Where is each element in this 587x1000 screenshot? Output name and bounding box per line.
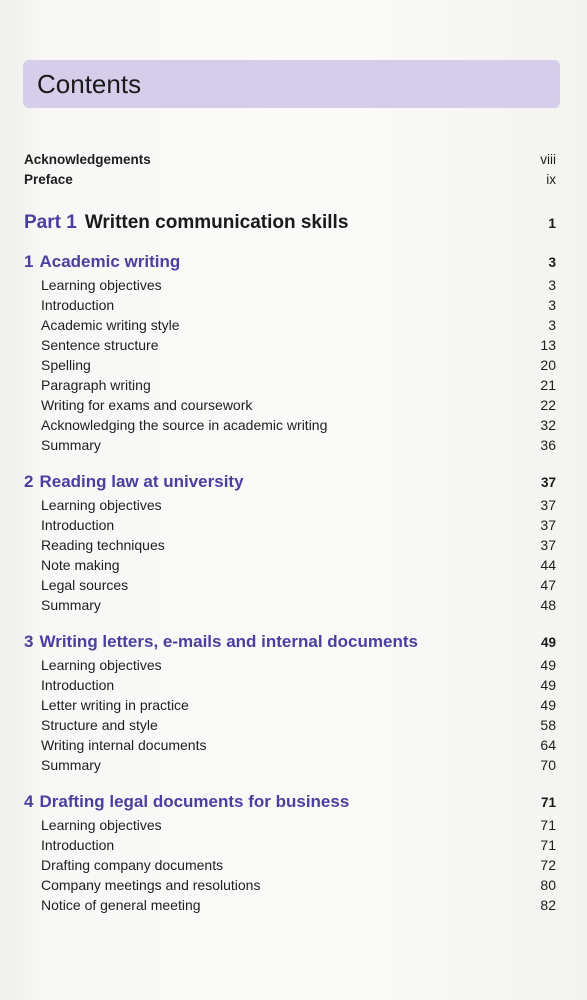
chapter-number: 2 [24, 472, 34, 491]
chapter-number: 1 [24, 252, 34, 271]
toc-entry-page: 3 [548, 277, 556, 293]
toc-entry-page: viii [540, 152, 556, 167]
toc-entry-page: 37 [540, 537, 556, 553]
toc-entry-label: Reading techniques [41, 537, 165, 553]
toc-entry [24, 715, 556, 735]
toc-entry-page: 49 [540, 657, 556, 673]
chapter-page: 71 [540, 795, 556, 810]
part-title: Written communication skills [84, 212, 349, 233]
part-heading-text [24, 208, 348, 238]
toc-entry [24, 335, 556, 355]
contents-header [23, 60, 560, 108]
toc-entry-page: 20 [540, 357, 556, 373]
toc-entry-label: Paragraph writing [41, 377, 151, 393]
toc-entry [24, 515, 556, 535]
chapter-entries [24, 495, 556, 615]
toc-entry [24, 575, 556, 595]
toc-entry-label: Preface [24, 172, 73, 187]
chapter-title: Reading law at university [39, 472, 244, 491]
toc-entry-page: 72 [540, 857, 556, 873]
chapter-heading-text [24, 469, 244, 495]
chapter-page: 37 [540, 475, 556, 490]
toc-entry-page: 3 [548, 297, 556, 313]
chapter-3 [24, 629, 556, 775]
toc-entry-page: 71 [540, 837, 556, 853]
chapter-heading-text [24, 629, 418, 655]
toc-entry-page: 13 [540, 337, 556, 353]
page-title: Contents [37, 69, 142, 99]
toc-entry-page: 36 [540, 437, 556, 453]
toc-entry [24, 535, 556, 555]
toc-entry-page: 37 [540, 517, 556, 533]
part-number: Part 1 [24, 212, 77, 233]
toc-entry-label: Summary [41, 437, 101, 453]
toc-entry-page: 80 [540, 877, 556, 893]
toc-entry-page: 49 [540, 697, 556, 713]
toc-entry-label: Learning objectives [41, 277, 162, 293]
toc-entry-page: 58 [540, 717, 556, 733]
toc-entry [24, 315, 556, 335]
toc-entry [24, 835, 556, 855]
toc-entry [24, 375, 556, 395]
toc-entry-page: 44 [540, 557, 556, 573]
toc-entry-label: Drafting company documents [41, 857, 224, 873]
toc-entry-label: Learning objectives [41, 657, 162, 673]
toc-entry [24, 895, 556, 915]
toc-entry-label: Letter writing in practice [41, 697, 189, 713]
chapter-page: 49 [540, 635, 556, 650]
toc-entry-label: Writing internal documents [41, 737, 207, 753]
front-matter-list [24, 150, 556, 190]
toc-entry-page: 70 [540, 757, 556, 773]
toc-entry [24, 415, 556, 435]
toc-entry-label: Company meetings and resolutions [41, 877, 261, 893]
chapter-number: 3 [24, 632, 34, 651]
toc-entry-page: 48 [540, 597, 556, 613]
toc-entry-label: Learning objectives [41, 817, 162, 833]
toc-entry-label: Spelling [41, 357, 91, 373]
toc-entry-label: Acknowledgements [24, 152, 151, 167]
toc-entry-label: Note making [41, 557, 120, 573]
toc-entry-label: Introduction [41, 297, 115, 313]
part-page: 1 [548, 215, 556, 231]
toc-entry-page: 37 [540, 497, 556, 513]
chapter-list [24, 249, 556, 915]
toc-entry-page: 32 [540, 417, 556, 433]
toc-entry-page: 71 [540, 817, 556, 833]
chapter-heading [24, 629, 556, 655]
toc-entry-label: Acknowledging the source in academic writing [41, 417, 328, 433]
toc-entry-label: Introduction [41, 837, 115, 853]
chapter-entries [24, 275, 556, 455]
toc-entry-label: Learning objectives [41, 497, 162, 513]
chapter-entries [24, 815, 556, 915]
toc-entry-page: 82 [540, 897, 556, 913]
toc-entry-label: Legal sources [41, 577, 129, 593]
toc-entry [24, 675, 556, 695]
toc-entry-label: Introduction [41, 517, 115, 533]
chapter-title: Writing letters, e-mails and internal documents [39, 632, 418, 651]
chapter-heading [24, 789, 556, 815]
toc-entry [24, 695, 556, 715]
toc-entry-acknowledgements [24, 150, 556, 170]
toc-entry [24, 495, 556, 515]
toc-entry [24, 755, 556, 775]
chapter-entries [24, 655, 556, 775]
toc-entry-page: 47 [540, 577, 556, 593]
toc-entry-label: Writing for exams and coursework [41, 397, 253, 413]
chapter-heading [24, 249, 556, 275]
toc-entry [24, 855, 556, 875]
toc-entry [24, 295, 556, 315]
toc-entry-label: Notice of general meeting [41, 897, 201, 913]
part-heading [24, 208, 556, 238]
toc-entry-page: 49 [540, 677, 556, 693]
toc-entry-page: 21 [540, 377, 556, 393]
table-of-contents [24, 150, 556, 915]
toc-entry-label: Sentence structure [41, 337, 159, 353]
toc-entry-preface [24, 170, 556, 190]
toc-entry [24, 435, 556, 455]
toc-entry-page: 22 [540, 397, 556, 413]
toc-entry [24, 655, 556, 675]
toc-entry-label: Summary [41, 597, 101, 613]
chapter-1 [24, 249, 556, 455]
toc-entry [24, 355, 556, 375]
toc-entry [24, 275, 556, 295]
toc-entry [24, 875, 556, 895]
chapter-heading-text [24, 249, 180, 275]
chapter-number: 4 [24, 792, 34, 811]
chapter-page: 3 [548, 255, 556, 270]
chapter-heading-text [24, 789, 349, 815]
chapter-4 [24, 789, 556, 915]
toc-entry-label: Summary [41, 757, 101, 773]
toc-entry [24, 735, 556, 755]
chapter-heading [24, 469, 556, 495]
toc-entry-label: Academic writing style [41, 317, 180, 333]
chapter-title: Drafting legal documents for business [39, 792, 350, 811]
toc-entry-label: Introduction [41, 677, 115, 693]
toc-entry [24, 595, 556, 615]
toc-entry [24, 555, 556, 575]
toc-entry-label: Structure and style [41, 717, 158, 733]
toc-entry [24, 395, 556, 415]
toc-entry-page: 64 [540, 737, 556, 753]
toc-entry [24, 815, 556, 835]
toc-entry-page: ix [546, 172, 556, 187]
toc-entry-page: 3 [548, 317, 556, 333]
chapter-2 [24, 469, 556, 615]
chapter-title: Academic writing [39, 252, 181, 271]
